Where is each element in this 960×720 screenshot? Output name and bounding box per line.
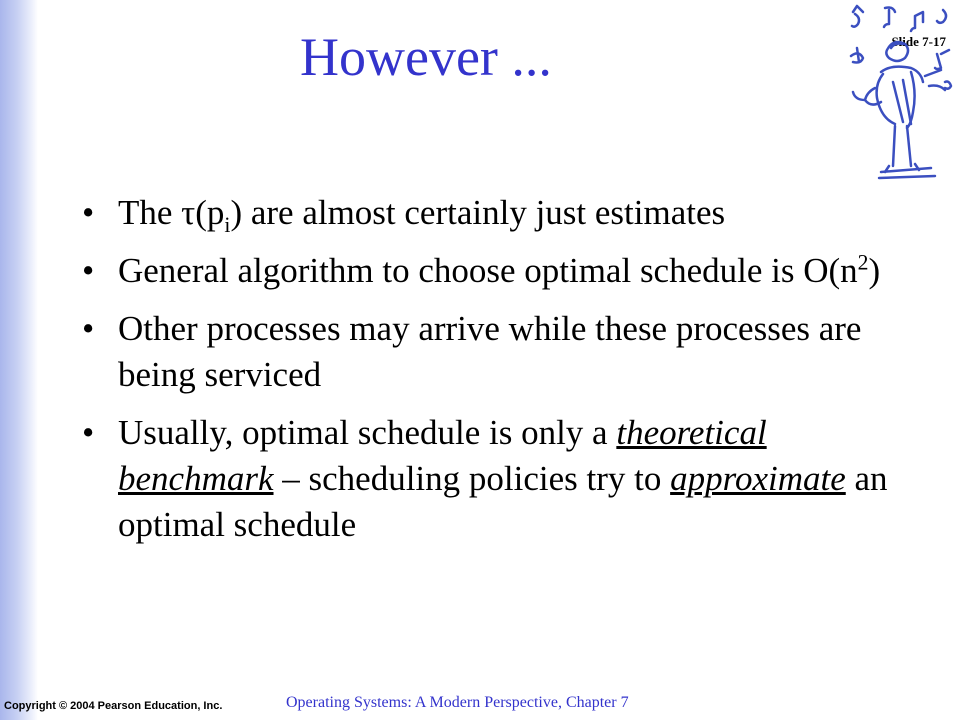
bullet-marker: •: [82, 309, 95, 348]
left-gradient-band: [0, 0, 38, 720]
bullet-list: [82, 190, 902, 560]
tau-symbol: τ: [181, 193, 196, 232]
bullet-item: [82, 306, 902, 398]
bullet-marker: •: [82, 193, 95, 232]
bullet-text: ) are almost certainly just estimates: [230, 193, 726, 232]
bullet-text: – scheduling policies try to: [273, 459, 671, 498]
bullet-text: General algorithm to choose optimal schedule is O(n: [118, 251, 858, 290]
musician-logo-icon: [845, 2, 955, 190]
emphasized-term: theoretical benchmark: [118, 413, 767, 498]
slide-number: Slide 7-17: [891, 34, 946, 49]
bullet-item: [82, 410, 902, 548]
bullet-marker: •: [82, 413, 95, 452]
bullet-text: Other processes may arrive while these processes are being serviced: [118, 309, 862, 394]
bullet-marker: •: [82, 251, 95, 290]
footer-text: Operating Systems: A Modern Perspective, Chapter 7: [286, 694, 629, 711]
bullet-item: [82, 248, 902, 294]
bullet-text: an optimal schedule: [118, 459, 888, 544]
copyright-notice: Copyright © 2004 Pearson Education, Inc.: [4, 700, 223, 712]
slide-title: However ...: [300, 27, 552, 87]
bullet-text: (p: [195, 193, 225, 232]
superscript: 2: [857, 250, 869, 275]
bullet-text: The: [118, 193, 182, 232]
bullet-item: [82, 190, 902, 236]
subscript: i: [224, 213, 231, 237]
bullet-text: Usually, optimal schedule is only a: [118, 413, 617, 452]
bullet-text: ): [868, 251, 881, 290]
emphasized-term: approximate: [670, 459, 846, 498]
